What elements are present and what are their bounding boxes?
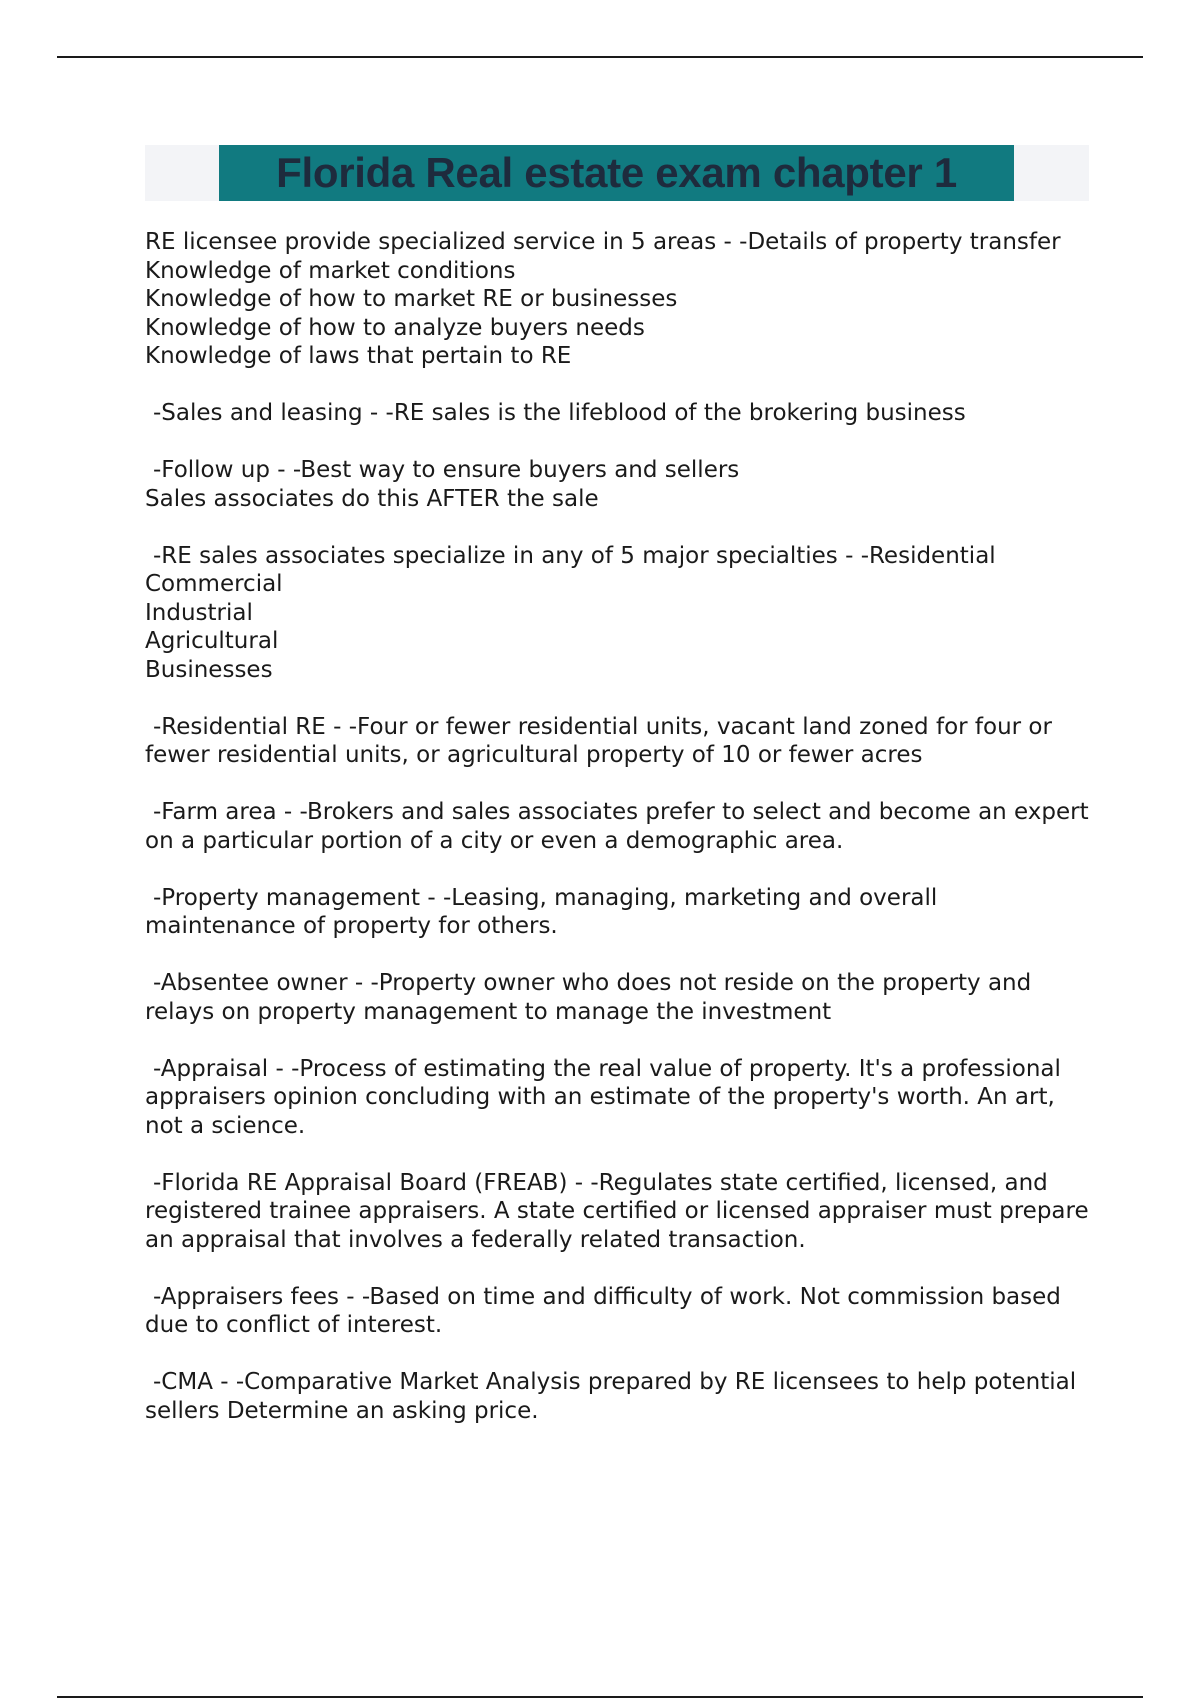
entry-first-line — [145, 399, 1090, 428]
entry-definition: -Four or fewer residential units, vacant land zoned for four or fewer residential units, or agricultural property of 10 or fewer acres — [145, 713, 1052, 768]
flashcard-list — [145, 228, 1090, 1454]
entry-first-line — [145, 1283, 1090, 1340]
entry-term: -Residential RE - — [153, 713, 349, 740]
entry-definition: -Residential — [860, 542, 996, 569]
document-title: Florida Real estate exam chapter 1 — [276, 149, 957, 196]
entry-term: -Appraisers fees - — [153, 1283, 362, 1310]
flashcard-entry — [145, 399, 1090, 428]
entry-term: -Farm area - — [153, 799, 300, 825]
flashcard-entry — [145, 1055, 1090, 1141]
entry-term: -Property management - — [153, 884, 443, 911]
entry-definition: -Leasing, managing, marketing and overall maintenance of property for others. — [145, 884, 938, 939]
entry-definition: -Comparative Market Analysis prepared by RE licensees to help potential sellers Determine an asking price. — [145, 1369, 1077, 1424]
entry-definition-line: Industrial — [145, 599, 253, 626]
entry-first-line — [145, 1169, 1090, 1255]
flashcard-entry — [145, 969, 1090, 1026]
entry-term: -Sales and leasing - — [153, 400, 386, 426]
entry-definition-line: Knowledge of market conditions — [145, 257, 516, 284]
flashcard-entry — [145, 456, 1090, 513]
entry-first-line — [145, 969, 1090, 1026]
entry-term: RE licensee provide specialized service in 5 areas - — [145, 229, 740, 255]
entry-first-line — [145, 228, 1090, 257]
entry-term: -Follow up - — [153, 457, 293, 483]
flashcard-entry — [145, 542, 1090, 685]
entry-term: -Florida RE Appraisal Board (FREAB) - — [153, 1169, 591, 1196]
entry-definition: -RE sales is the lifeblood of the brokering business — [385, 400, 966, 426]
flashcard-entry — [145, 1368, 1090, 1425]
entry-definition-line: Knowledge of laws that pertain to RE — [145, 343, 572, 369]
flashcard-entry — [145, 884, 1090, 941]
flashcard-entry — [145, 1283, 1090, 1340]
entry-definition-line: Knowledge of how to analyze buyers needs — [145, 314, 645, 341]
entry-first-line — [145, 713, 1090, 770]
entry-definition-line: Businesses — [145, 656, 273, 683]
entry-definition: -Brokers and sales associates prefer to select and become an expert on a particular portion of a city or even a demographic area. — [145, 799, 1089, 854]
entry-definition: -Details of property transfer — [739, 229, 1061, 255]
entry-term: -Appraisal - — [153, 1055, 292, 1082]
entry-definition-line: Agricultural — [145, 628, 279, 654]
entry-first-line — [145, 1055, 1090, 1141]
bottom-divider — [57, 1696, 1143, 1698]
entry-definition-line: Sales associates do this AFTER the sale — [145, 485, 599, 512]
entry-first-line — [145, 1368, 1090, 1425]
entry-first-line — [145, 884, 1090, 941]
entry-definition: -Best way to ensure buyers and sellers — [292, 457, 740, 483]
flashcard-entry — [145, 1169, 1090, 1255]
entry-first-line — [145, 542, 1090, 571]
top-divider — [57, 56, 1143, 58]
entry-definition: -Based on time and difficulty of work. Not commission based due to conflict of interest. — [145, 1283, 1061, 1338]
entry-definition: -Regulates state certified, licensed, and registered trainee appraisers. A state certified or licensed appraiser must prepare an appraisal that involves a federally related transaction. — [145, 1169, 1089, 1253]
flashcard-entry — [145, 228, 1090, 371]
entry-definition-line: Knowledge of how to market RE or businesses — [145, 286, 678, 312]
entry-definition: -Property owner who does not reside on the property and relays on property management to manage the investment — [145, 970, 1032, 1025]
title-box — [219, 145, 1014, 201]
entry-term: -CMA - — [153, 1369, 236, 1395]
flashcard-entry — [145, 713, 1090, 770]
entry-definition: -Process of estimating the real value of property. It's a professional appraisers opinion concluding with an estimate of the property's worth. An art, not a science. — [145, 1055, 1061, 1139]
entry-definition-line: Commercial — [145, 571, 283, 597]
flashcard-entry — [145, 798, 1090, 855]
entry-first-line — [145, 456, 1090, 485]
entry-first-line — [145, 798, 1090, 855]
entry-term: -RE sales associates specialize in any of 5 major specialties - — [153, 542, 861, 569]
entry-term: -Absentee owner - — [153, 970, 371, 996]
